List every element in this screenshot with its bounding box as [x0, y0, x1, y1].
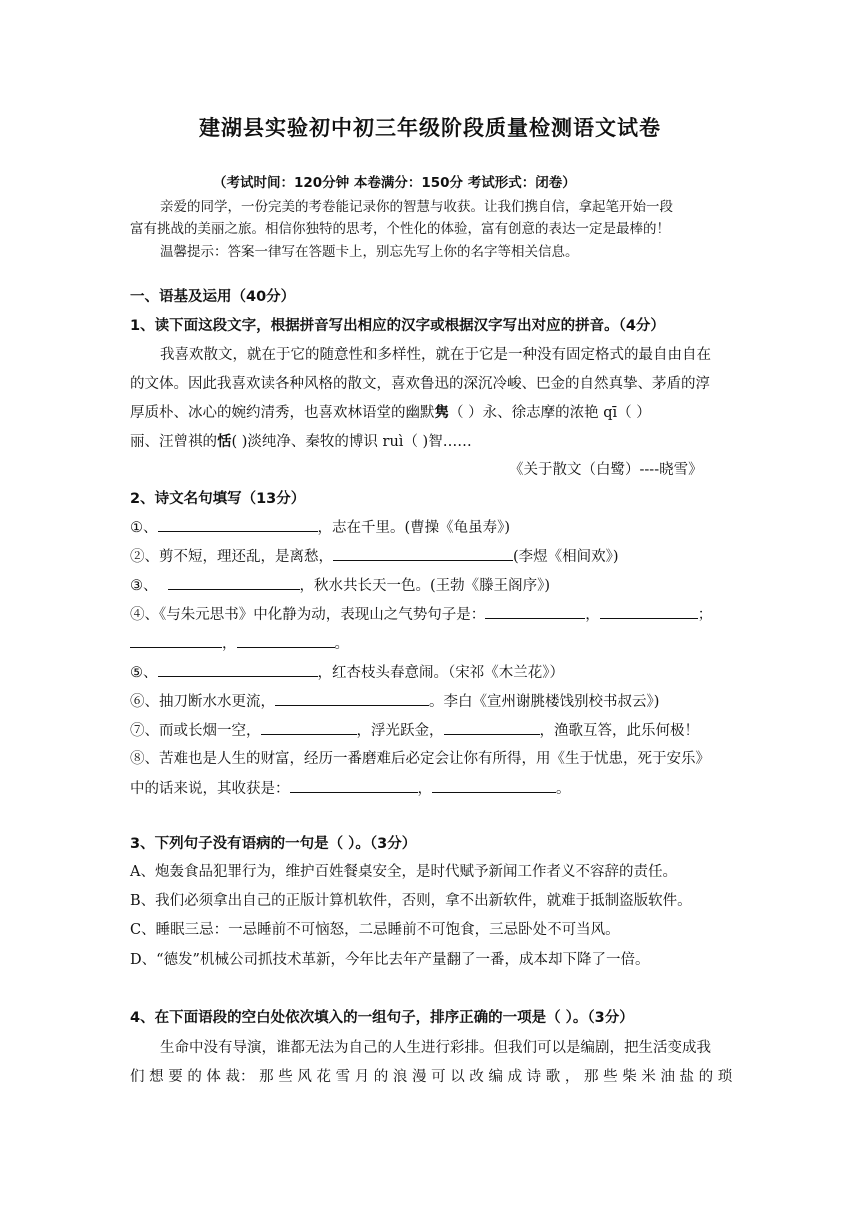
- q2-item-4: [130, 604, 712, 625]
- q2-item-4-comma: ，: [585, 607, 600, 623]
- answer-blank[interactable]: [485, 604, 585, 619]
- q2-item-6-source: 。李白《宣州谢朓楼饯别校书叔云》): [429, 694, 660, 710]
- question-2-heading: 2、诗文名句填写（13分）: [130, 491, 306, 507]
- q1-line4-tail: ( )淡纯净、秦牧的博识 ruì（ )智……: [231, 434, 472, 450]
- q2-item-2-text: ②、剪不短，理还乱，是离愁，: [130, 549, 333, 565]
- q2-item-4-continued: [130, 633, 349, 654]
- section-heading-1: 一、语基及运用（40分）: [130, 289, 296, 305]
- q3-option-a: A、炮轰食品犯罪行为，维护百姓餐桌安全，是时代赋予新闻工作者义不容辞的责任。: [130, 864, 677, 880]
- q4-paragraph-line-1: 生命中没有导演，谁都无法为自己的人生进行彩排。但我们可以是编剧，把生活变成我: [160, 1040, 711, 1056]
- q2-item-6-text: ⑥、抽刀断水水更流，: [130, 694, 275, 710]
- q1-paragraph-line-3: [130, 403, 651, 423]
- q2-item-6: [130, 691, 659, 712]
- q1-target-char-tian: 恬: [217, 434, 232, 450]
- q2-item-3: [130, 575, 550, 596]
- question-1-heading: 1、读下面这段文字，根据拼音写出相应的汉字或根据汉字写出对应的拼音。（4分）: [130, 318, 665, 334]
- answer-blank[interactable]: [432, 778, 556, 793]
- q3-option-c: C、睡眠三忌：一忌睡前不可恼怒，二忌睡前不可饱食，三忌卧处不可当风。: [130, 922, 620, 938]
- page-title: 建湖县实验初中初三年级阶段质量检测语文试卷: [199, 116, 661, 140]
- q1-source: 《关于散文（白鹭）----晓雪》: [509, 462, 703, 478]
- q2-item-1-text: ，志在千里。(曹操《龟虽寿》): [317, 520, 511, 536]
- q2-item-4b-period: 。: [334, 636, 349, 652]
- q1-line4-text: 丽、汪曾祺的: [130, 434, 217, 450]
- q2-item-3-number: ③、: [130, 578, 158, 594]
- q2-item-3-text: ，秋水共长天一色。(王勃《滕王阁序》): [299, 578, 551, 594]
- answer-blank[interactable]: [158, 662, 318, 677]
- q2-item-7-mid: ，浮光跃金，: [356, 723, 444, 739]
- q4-paragraph-line-2: 们 想 要 的 体 裁： 那 些 风 花 雪 月 的 浪 漫 可 以 改 编 成 诗 歌 ， 那 些 柴 米 油 盐 的 琐: [130, 1069, 733, 1085]
- q2-item-2: [130, 546, 619, 567]
- q1-line3-text: 厚质朴、冰心的婉约清秀，也喜欢林语堂的幽默: [130, 405, 435, 421]
- intro-line-2: 富有挑战的美丽之旅。相信你独特的思考，个性化的体验，富有创意的表达一定是最棒的！: [130, 221, 670, 237]
- intro-line-1: 亲爱的同学，一份完美的考卷能记录你的智慧与收获。让我们携自信，拿起笔开始一段: [160, 199, 673, 215]
- q2-item-5-number: ⑤、: [130, 665, 158, 681]
- q2-item-8b-period: 。: [556, 781, 571, 797]
- q1-paragraph-line-4: [130, 432, 472, 452]
- q2-item-2-source: (李煜《相间欢》): [513, 549, 619, 565]
- q2-item-7-tail: ，渔歌互答，此乐何极！: [539, 723, 699, 739]
- answer-blank[interactable]: [130, 633, 222, 648]
- q2-item-5: [130, 662, 564, 683]
- q2-item-8b-text: 中的话来说，其收获是：: [130, 781, 290, 797]
- answer-blank[interactable]: [261, 720, 357, 735]
- q2-item-8b-comma: ，: [417, 781, 432, 797]
- q2-item-4-semicolon: ；: [697, 607, 713, 623]
- answer-blank[interactable]: [333, 546, 513, 561]
- q2-item-8-continued: [130, 778, 571, 799]
- q2-item-1: [130, 517, 510, 538]
- answer-blank[interactable]: [600, 604, 698, 619]
- q3-option-b: B、我们必须拿出自己的正版计算机软件，否则，拿不出新软件，就难于抵制盗版软件。: [130, 893, 692, 909]
- answer-blank[interactable]: [158, 517, 318, 532]
- intro-line-3: 温馨提示：答案一律写在答题卡上，别忘先写上你的名字等相关信息。: [160, 244, 579, 260]
- q2-item-4-text: ④、《与朱元思书》中化静为动，表现山之气势句子是：: [130, 607, 486, 623]
- q2-item-8: ⑧、苦难也是人生的财富，经历一番磨难后必定会让你有所得，用《生于忧患，死于安乐》: [130, 751, 710, 767]
- q1-paragraph-line-2: 的文体。因此我喜欢读各种风格的散文，喜欢鲁迅的深沉冷峻、巴金的自然真挚、茅盾的淳: [130, 376, 710, 392]
- answer-blank[interactable]: [168, 575, 300, 590]
- answer-blank[interactable]: [275, 691, 429, 706]
- q2-item-4b-comma: ，: [222, 636, 237, 652]
- answer-blank[interactable]: [237, 633, 335, 648]
- q2-item-7: [130, 720, 699, 741]
- q3-option-d: D、“德发”机械公司抓技术革新，今年比去年产量翻了一番，成本却下降了一倍。: [130, 952, 650, 968]
- q2-item-1-number: ①、: [130, 520, 158, 536]
- q1-target-char-juan: 隽: [434, 405, 449, 421]
- question-4-heading: 4、在下面语段的空白处依次填入的一组句子，排序正确的一项是（ ）。（3分）: [130, 1010, 634, 1026]
- answer-blank[interactable]: [290, 778, 418, 793]
- q2-item-7-text: ⑦、而或长烟一空，: [130, 723, 261, 739]
- q2-item-5-text: ，红杏枝头春意闹。（宋祁《木兰花》）: [317, 665, 564, 681]
- q1-line3-tail: （ ）永、徐志摩的浓艳 qī（ ）: [449, 405, 651, 421]
- answer-blank[interactable]: [444, 720, 540, 735]
- question-3-heading: 3、下列句子没有语病的一句是（ ）。（3分）: [130, 836, 417, 852]
- q1-paragraph-line-1: 我喜欢散文，就在于它的随意性和多样性，就在于它是一种没有固定格式的最自由自在: [160, 347, 711, 363]
- exam-info: （考试时间：120分钟 本卷满分：150分 考试形式：闭卷）: [213, 175, 576, 191]
